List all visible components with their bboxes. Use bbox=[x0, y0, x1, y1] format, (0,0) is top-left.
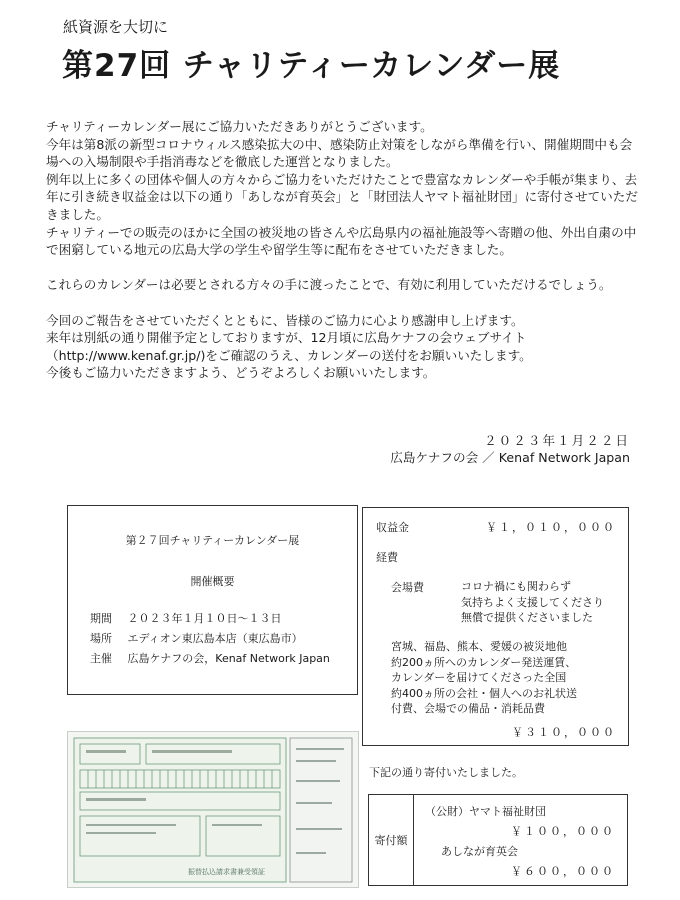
donation-box bbox=[368, 794, 628, 886]
spacer bbox=[46, 259, 638, 277]
paragraph: 今回のご報告をさせていただくとともに、皆様のご協力に心より感謝申し上げます。 bbox=[46, 312, 524, 328]
paragraph: これらのカレンダーは必要とされる方々の手に渡ったことで、有効に利用していただけるでしょう。 bbox=[46, 277, 612, 293]
revenue-value: ￥１，０１０，０００ bbox=[486, 521, 616, 534]
donation-label: 寄付額 bbox=[369, 795, 414, 885]
page-title: 第27回 チャリティーカレンダー展 bbox=[62, 48, 561, 84]
subtitle: 紙資源を大切に bbox=[63, 18, 169, 36]
donation-org-1: （公財）ヤマト福祉財団 bbox=[425, 805, 546, 818]
period-row bbox=[90, 610, 282, 626]
event-overview-box bbox=[67, 505, 358, 695]
receipt-image bbox=[68, 732, 358, 887]
paragraph: チャリティーでの販売のほかに全国の被災地の皆さんや広島県内の福祉施設等へ寄贈の他、外出自粛の中で困窮している地元の広島大学の学生や留学生等に配布をさせていただきました。 bbox=[46, 224, 637, 258]
host-value: 広島ケナフの会，Kenaf Network Japan bbox=[127, 652, 330, 665]
donation-amount-2: ￥６００，０００ bbox=[511, 865, 615, 878]
paragraph: 例年以上に多くの団体や個人の方々からご協力をいただけたことで豊富なカレンダーや手帳が集まり、去年に引き続き収益金は以下の通り「あしなが育英会」と「財団法人ヤマト福祉財団」に寄付させていただきました。 bbox=[46, 171, 638, 222]
donation-org-2: あしなが育英会 bbox=[441, 845, 518, 858]
shipping-note: 宮城、福島、熊本、愛媛の被災地他 約200ヵ所へのカレンダー発送運賃、 カレンダーを届けてくださった全国 約400ヵ所の会社・個人へのお礼状送 付費、会場での備品・消耗品費 bbox=[391, 640, 577, 715]
report-body bbox=[46, 118, 638, 382]
host-label: 主催 bbox=[90, 652, 112, 665]
paragraph: チャリティーカレンダー展にご協力いただきありがとうございます。 bbox=[46, 119, 433, 134]
place-value: エディオン東広島本店（東広島市） bbox=[127, 632, 303, 645]
organization-name: 広島ケナフの会 ／ Kenaf Network Japan bbox=[390, 450, 630, 465]
paragraph: 今後もご協力いただきますよう、どうぞよろしくお願いいたします。 bbox=[46, 365, 436, 381]
paragraph: 来年は別紙の通り開催予定としておりますが、12月頃に広島ケナフの会ウェブサイト（http://www.kenaf.gr.jp/)をご確認のうえ、カレンダーの送付をお願いいたします。 bbox=[46, 330, 532, 363]
revenue-label: 収益金 bbox=[376, 521, 409, 534]
donation-note: 下記の通り寄付いたしました。 bbox=[369, 766, 523, 779]
payment-receipt-scan bbox=[67, 731, 359, 888]
expense-value: ￥３１０，０００ bbox=[512, 726, 616, 739]
place-row bbox=[90, 630, 303, 646]
period-label: 期間 bbox=[90, 612, 112, 625]
finance-box bbox=[362, 507, 629, 746]
place-label: 場所 bbox=[90, 632, 112, 645]
spacer bbox=[46, 294, 638, 312]
host-row bbox=[90, 650, 330, 666]
expense-label: 経費 bbox=[376, 551, 398, 564]
overview-subtitle: 開催概要 bbox=[190, 575, 235, 588]
period-value: ２０２３年１月１０日～１３日 bbox=[127, 612, 282, 625]
report-date: ２０２３年１月２２日 bbox=[484, 433, 630, 448]
receipt-caption: 振替払込請求書兼受領証 bbox=[188, 868, 265, 876]
venue-note: コロナ禍にも関わらず 気持ちよく支援してくださり 無償で提供くださいました bbox=[461, 580, 604, 624]
donation-amount-1: ￥１００，０００ bbox=[511, 825, 615, 838]
overview-title: 第２７回チャリティーカレンダー展 bbox=[125, 534, 300, 547]
venue-label: 会場費 bbox=[391, 581, 424, 594]
paragraph: 今年は第8派の新型コロナウィルス感染拡大の中、感染防止対策をしながら準備を行い、開催期間中も会場への入場制限や手指消毒などを徹底した運営となりました。 bbox=[46, 136, 633, 170]
